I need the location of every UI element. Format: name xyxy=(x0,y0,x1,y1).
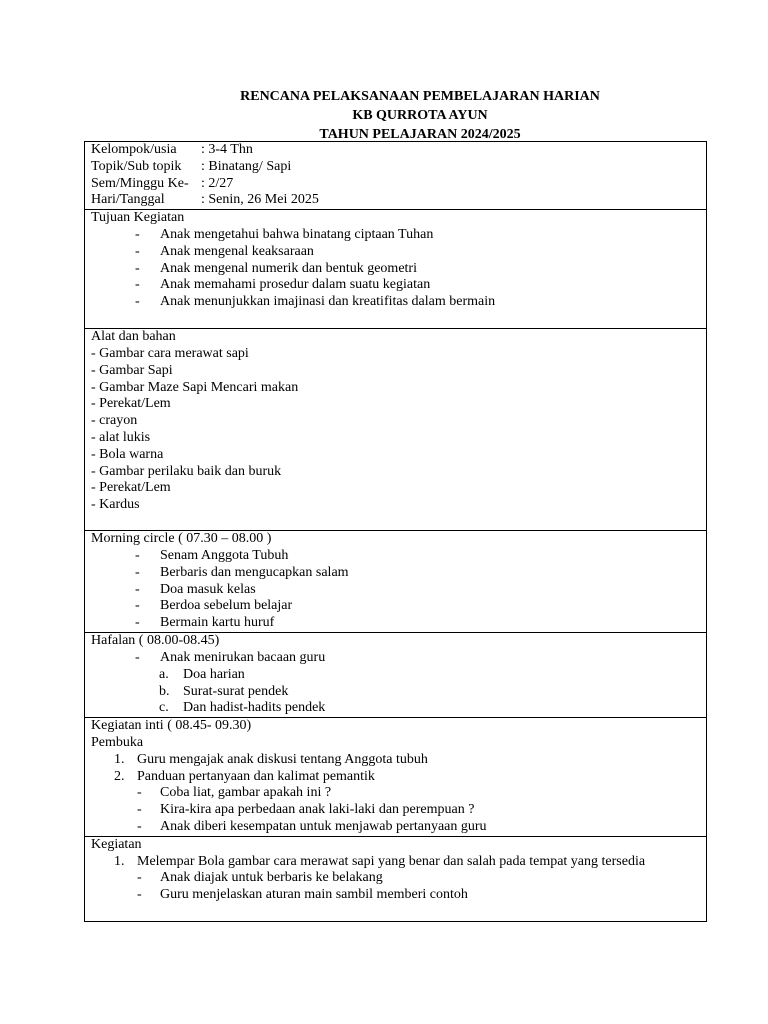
info-row xyxy=(91,142,700,159)
tujuan-cell xyxy=(85,210,707,329)
section-title: Kegiatan xyxy=(91,836,142,852)
list-item: - Doa masuk kelas xyxy=(135,581,256,597)
document-title: RENCANA PELAKSANAAN PEMBELAJARAN HARIAN xyxy=(240,89,600,104)
sub-list-text: Surat-surat pendek xyxy=(183,683,289,699)
numbered-item xyxy=(91,854,700,871)
numbered-item xyxy=(91,769,700,786)
info-row xyxy=(91,159,700,176)
list-item: - Kira-kira apa perbedaan anak laki-laki dan perempuan ? xyxy=(137,802,475,818)
list-item-text: Berbaris dan mengucapkan salam xyxy=(160,564,349,580)
list-item-text: Doa masuk kelas xyxy=(160,581,256,597)
school-name: KB QURROTA AYUN xyxy=(352,108,488,123)
sub-list-marker: c. xyxy=(159,700,169,716)
list-item: - Kardus xyxy=(91,497,140,513)
list-item-text: Anak mengenal keaksaraan xyxy=(160,243,314,259)
list-item: - Anak mengenal numerik dan bentuk geometri xyxy=(135,260,417,276)
list-item-text: Anak mengetahui bahwa binatang ciptaan Tuhan xyxy=(160,226,434,242)
list-item-text: Anak memahami prosedur dalam suatu kegiatan xyxy=(160,277,431,293)
list-item-text: Anak diajak untuk berbaris ke belakang xyxy=(160,870,383,886)
list-item-text: Anak menunjukkan imajinasi dan kreatifitas dalam bermain xyxy=(160,294,496,310)
lesson-plan-table xyxy=(84,141,707,922)
list-item: - Anak mengetahui bahwa binatang ciptaan Tuhan xyxy=(135,226,434,242)
info-label: Hari/Tanggal xyxy=(91,192,165,208)
subsection-title: Pembuka xyxy=(91,734,144,750)
kegiatan-inti-cell xyxy=(85,718,707,837)
info-row xyxy=(91,176,700,193)
list-item: - Bermain kartu huruf xyxy=(135,615,275,631)
info-label: Topik/Sub topik xyxy=(91,158,182,174)
list-item: - Bola warna xyxy=(91,446,164,462)
list-item: - Gambar Maze Sapi Mencari makan xyxy=(91,379,299,395)
list-item: - alat lukis xyxy=(91,429,151,445)
info-value: : 3-4 Thn xyxy=(201,142,253,157)
list-item: - Gambar cara merawat sapi xyxy=(91,345,249,361)
list-item-text: Kira-kira apa perbedaan anak laki-laki dan perempuan ? xyxy=(160,802,475,818)
section-title: Kegiatan inti ( 08.45- 09.30) xyxy=(91,718,252,734)
list-item-text: Senam Anggota Tubuh xyxy=(160,547,289,563)
list-item: - Berdoa sebelum belajar xyxy=(135,598,293,614)
list-item: - Berbaris dan mengucapkan salam xyxy=(135,564,349,580)
list-item: - Anak memahami prosedur dalam suatu kegiatan xyxy=(135,277,431,293)
kegiatan-cell xyxy=(85,836,707,921)
sub-list-item xyxy=(91,700,700,717)
info-label: Kelompok/usia xyxy=(91,142,177,157)
list-item: - Anak menirukan bacaan guru xyxy=(135,649,326,665)
numbered-item-text: Guru mengajak anak diskusi tentang Anggota tubuh xyxy=(137,751,428,767)
list-item: - Anak diajak untuk berbaris ke belakang xyxy=(137,870,383,886)
info-value: : 2/27 xyxy=(201,175,234,191)
sub-list-text: Doa harian xyxy=(183,666,245,682)
info-row xyxy=(91,192,700,209)
numbered-item-text: Panduan pertanyaan dan kalimat pemantik xyxy=(137,768,375,784)
info-cell xyxy=(85,142,707,210)
list-item: - crayon xyxy=(91,413,138,429)
list-item: - Anak menunjukkan imajinasi dan kreatifitas dalam bermain xyxy=(135,294,496,310)
list-item: - Anak mengenal keaksaraan xyxy=(135,243,314,259)
list-item-text: Bermain kartu huruf xyxy=(160,615,275,631)
number-marker: 1. xyxy=(114,751,125,767)
section-title: Tujuan Kegiatan xyxy=(91,210,185,226)
list-item-text: Anak mengenal numerik dan bentuk geometri xyxy=(160,260,417,276)
morning-circle-cell xyxy=(85,531,707,633)
sub-list-marker: a. xyxy=(159,666,169,682)
info-value: : Binatang/ Sapi xyxy=(201,158,292,174)
list-item: - Perekat/Lem xyxy=(91,396,171,412)
list-item: - Senam Anggota Tubuh xyxy=(135,547,289,563)
sub-list-marker: b. xyxy=(159,683,170,699)
hafalan-cell xyxy=(85,633,707,718)
sub-list-item xyxy=(91,667,700,684)
sub-list-text: Dan hadist-hadits pendek xyxy=(183,700,326,716)
list-item: - Guru menjelaskan aturan main sambil memberi contoh xyxy=(137,887,468,903)
number-marker: 2. xyxy=(114,768,125,784)
list-item-text: Coba liat, gambar apakah ini ? xyxy=(160,785,332,801)
number-marker: 1. xyxy=(114,853,125,869)
list-item: - Gambar perilaku baik dan buruk xyxy=(91,463,282,479)
list-item-text: Guru menjelaskan aturan main sambil memberi contoh xyxy=(160,887,468,903)
numbered-item xyxy=(91,752,700,769)
list-item: - Anak diberi kesempatan untuk menjawab pertanyaan guru xyxy=(137,818,487,834)
list-item: - Coba liat, gambar apakah ini ? xyxy=(137,785,332,801)
list-item-text: Anak menirukan bacaan guru xyxy=(160,649,326,665)
document-header xyxy=(0,87,768,144)
alat-bahan-cell xyxy=(85,329,707,531)
section-title: Alat dan bahan xyxy=(91,329,176,345)
list-item: - Perekat/Lem xyxy=(91,480,171,496)
section-title: Morning circle ( 07.30 – 08.00 ) xyxy=(91,531,272,547)
list-item-text: Berdoa sebelum belajar xyxy=(160,598,293,614)
section-title: Hafalan ( 08.00-08.45) xyxy=(91,633,220,649)
academic-year: TAHUN PELAJARAN 2024/2025 xyxy=(319,127,521,142)
sub-list-item xyxy=(91,684,700,701)
info-label: Sem/Minggu Ke- xyxy=(91,175,189,191)
list-item: - Gambar Sapi xyxy=(91,362,173,378)
list-item-text: Anak diberi kesempatan untuk menjawab pertanyaan guru xyxy=(160,818,487,834)
numbered-item-text: Melempar Bola gambar cara merawat sapi yang benar dan salah pada tempat yang tersedia xyxy=(137,853,646,869)
info-value: : Senin, 26 Mei 2025 xyxy=(201,192,319,208)
